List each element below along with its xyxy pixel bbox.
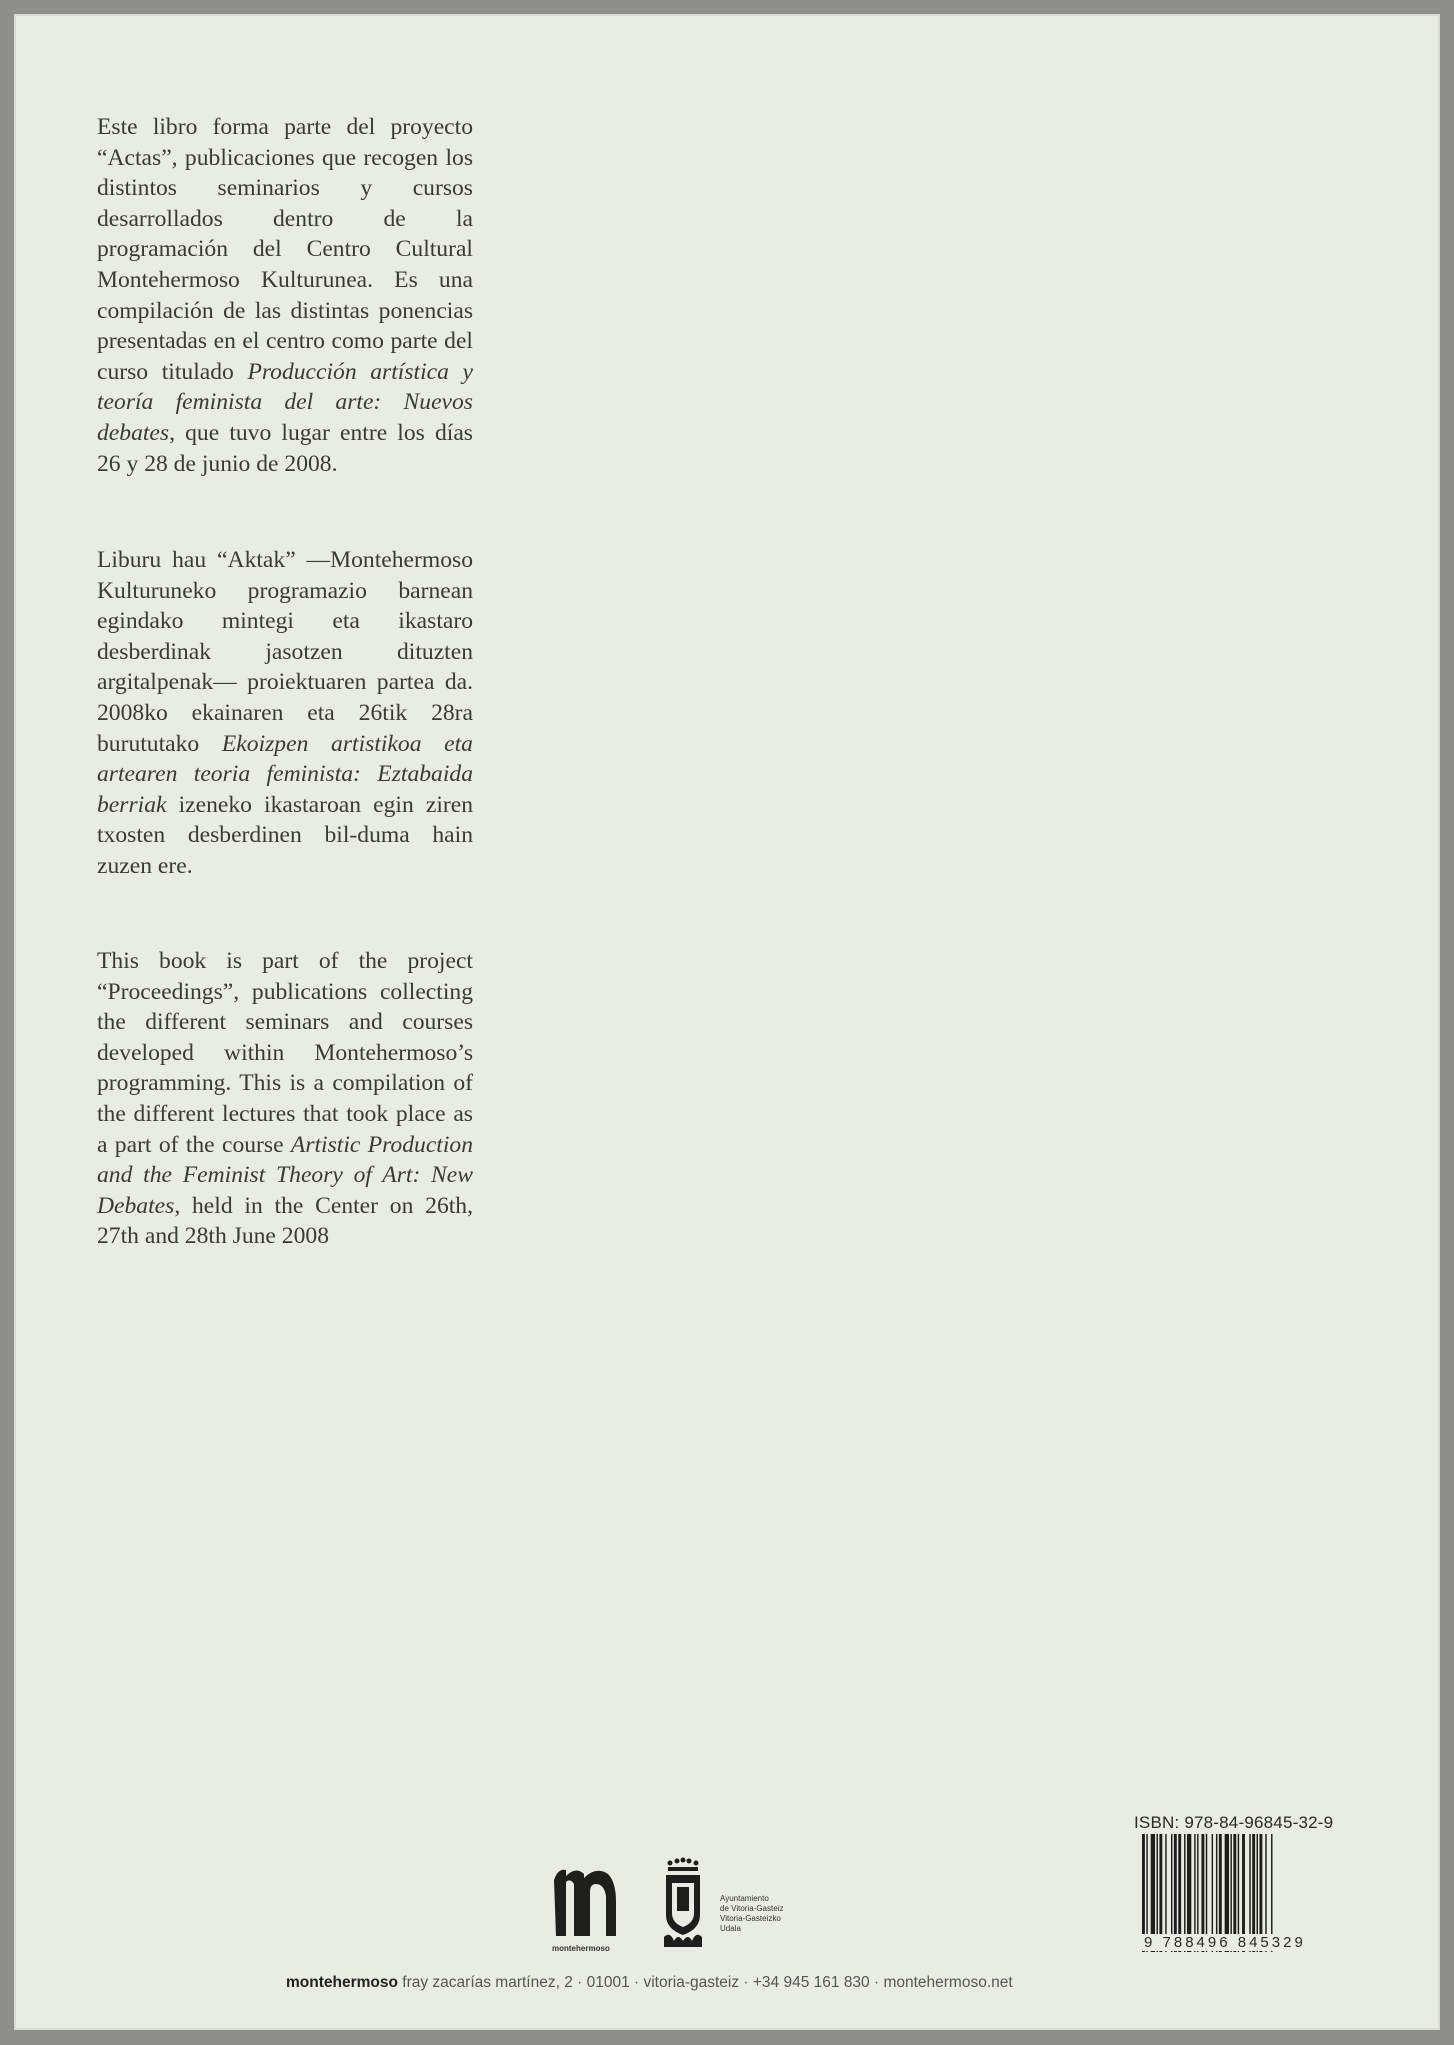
council-line: Udala: [720, 1924, 741, 1933]
basque-text-start: Liburu hau “Aktak” —Montehermoso Kulturuneko programazio barnean egindako mintegi eta ikastaro desberdinak jasotzen dituzten argitalpenak— proiektuaren partea da. 2008ko ekainaren eta 26tik 28ra burututako: [97, 547, 473, 757]
council-line: Vitoria-Gasteizko: [720, 1914, 781, 1923]
basque-text-end: izeneko ikastaroan egin ziren txosten desberdinen bil-duma hain zuzen ere.: [97, 791, 473, 879]
publisher-address: [286, 1974, 1013, 1992]
english-text-start: This book is part of the project “Proceedings”, publications collecting the different seminars and courses developed within Montehermoso’s programming. This is a compilation of the different lectures that took place as a part of the course: [97, 948, 473, 1158]
spanish-text-start: Este libro forma parte del proyecto “Actas”, publicaciones que recogen los distintos seminarios y cursos desarrollados dentro de la programación del Centro Cultural Montehermoso Kulturunea. Es una compilación de las distintas ponencias presentadas en el centro como parte del curso titulado: [97, 114, 473, 385]
city-crest-icon: [662, 1857, 704, 1949]
montehermoso-logo-label: montehermoso: [552, 1944, 610, 1953]
montehermoso-logo: [552, 1862, 622, 1942]
basque-course-title: Ekoizpen artistikoa eta artearen teoria feminista: Eztabaida berriak: [97, 730, 473, 818]
book-back-cover: [14, 14, 1440, 2030]
english-text-end: , held in the Center on 26th, 27th and 28th June 2008: [97, 1192, 473, 1250]
spanish-paragraph: [97, 112, 473, 479]
spanish-text-end: , que tuvo lugar entre los días 26 y 28 de junio de 2008.: [97, 419, 473, 477]
spanish-course-title: Producción artística y teoría feminista del arte: Nuevos debates: [97, 358, 474, 446]
isbn-label: ISBN: 978-84-96845-32-9: [1134, 1813, 1334, 1832]
council-name: [720, 1894, 820, 1934]
barcode-digits: 9 788496 845329: [1142, 1934, 1319, 1951]
english-paragraph: [97, 946, 473, 1252]
council-line: de Vitoria-Gasteiz: [720, 1904, 784, 1913]
address-line: fray zacarías martínez, 2 · 01001 · vitoria-gasteiz · +34 945 161 830 · montehermoso.net: [397, 1974, 1013, 1991]
publisher-name: montehermoso: [286, 1974, 398, 1991]
english-course-title: Artistic Production and the Feminist Theory of Art: New Debates: [97, 1131, 473, 1219]
council-line: Ayuntamiento: [720, 1894, 769, 1903]
basque-paragraph: [97, 545, 473, 882]
